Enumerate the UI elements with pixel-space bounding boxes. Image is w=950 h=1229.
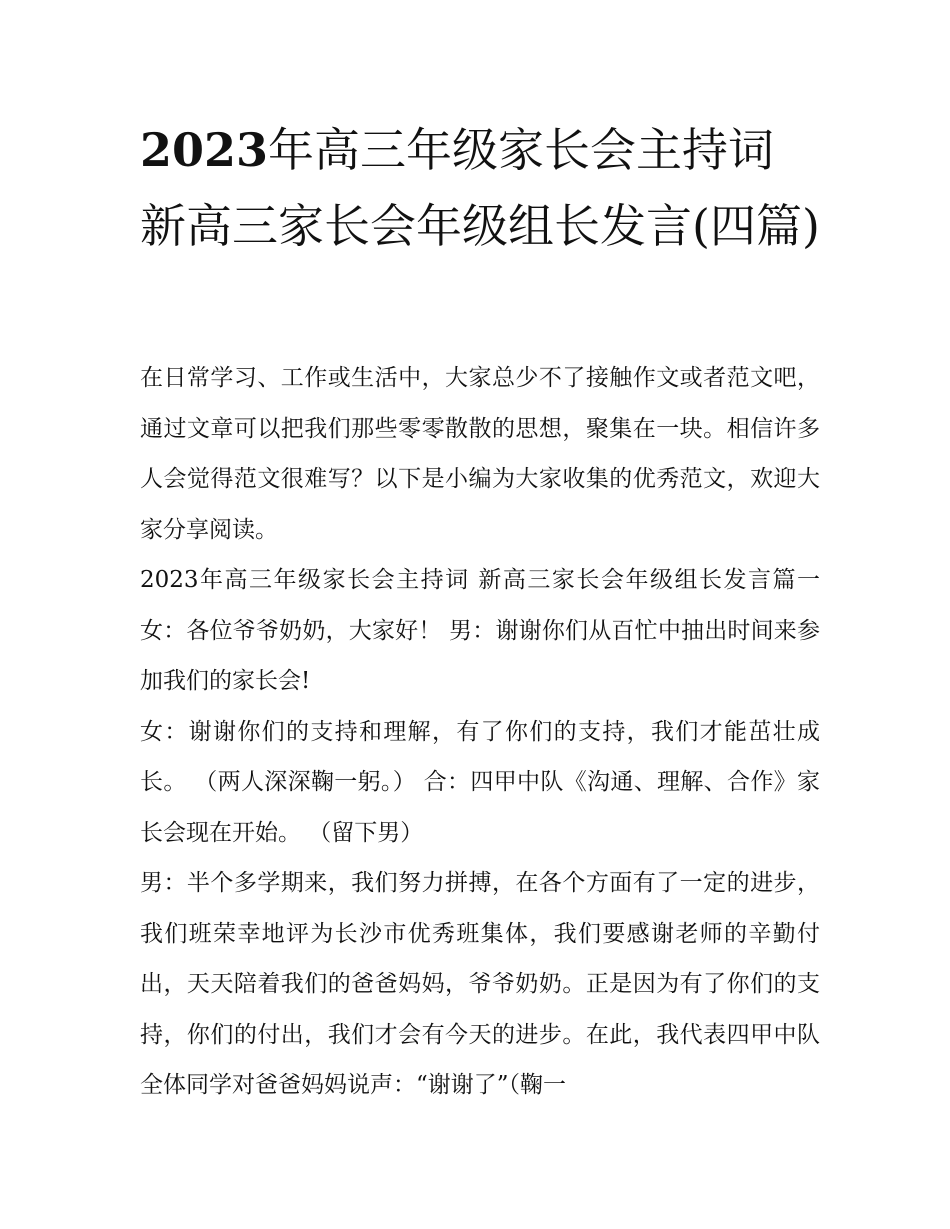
document-title	[140, 112, 820, 264]
paragraph-male-host: 男：半个多学期来，我们努力拼搏，在各个方面有了一定的进步，我们班荣幸地评为长沙市优秀班集体，我们要感谢老师的辛勤付出，天天陪着我们的爸爸妈妈，爷爷奶奶。正是因为有了你们的支持，你们的付出，我们才会有今天的进步。在此，我代表四甲中队全体同学对爸爸妈妈说声：“谢谢了”（鞠一	[140, 870, 820, 1098]
title-year: 2023	[140, 123, 269, 177]
paragraph-opening: 2023年高三年级家长会主持词 新高三家长会年级组长发言篇一 女：各位爷爷奶奶，大家好！ 男：谢谢你们从百忙中抽出时间来参加我们的家长会!	[140, 567, 820, 694]
title-text: 年高三年级家长会主持词新高三家长会年级组长发言(四篇)	[140, 123, 820, 253]
paragraph-intro: 在日常学习、工作或生活中，大家总少不了接触作文或者范文吧，通过文章可以把我们那些零零散散的思想，聚集在一块。相信许多人会觉得范文很难写？以下是小编为大家收集的优秀范文，欢迎大家分享阅读。	[140, 365, 820, 543]
paragraph-female-host: 女：谢谢你们的支持和理解，有了你们的支持，我们才能茁壮成长。 （两人深深鞠一躬。） 合：四甲中队《沟通、理解、合作》家长会现在开始。 （留下男）	[140, 718, 820, 846]
document-body	[140, 353, 820, 1111]
